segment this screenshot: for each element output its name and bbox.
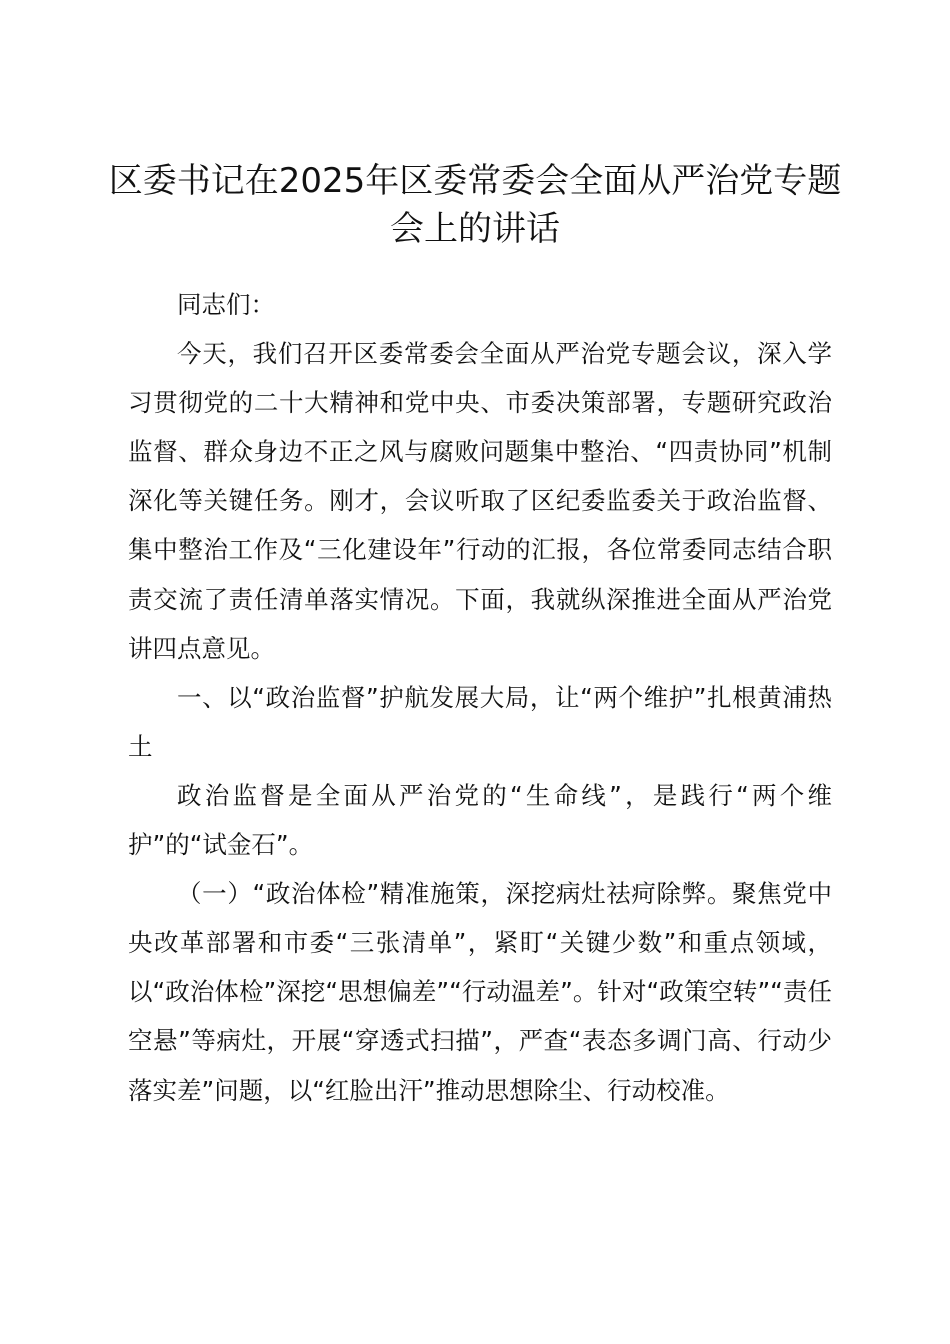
intro-paragraph: 今天，我们召开区委常委会全面从严治党专题会议，深入学习贯彻党的二十大精神和党中央、市委决策部署，专题研究政治监督、群众身边不正之风与腐败问题集中整治、“四责协同”机制深化等关键任务。刚才，会议听取了区纪委监委关于政治监督、集中整治工作及“三化建设年”行动的汇报，各位常委同志结合职责交流了责任清单落实情况。下面，我就纵深推进全面从严治党讲四点意见。 <box>128 339 832 663</box>
document-title: 区委书记在2025年区委常委会全面从严治党专题会上的讲话 <box>108 161 842 249</box>
section-heading-1: 一、以“政治监督”护航发展大局，让“两个维护”扎根黄浦热土 <box>128 682 832 761</box>
section-intro-paragraph: 政治监督是全面从严治党的“生命线”，是践行“两个维护”的“试金石”。 <box>128 780 832 860</box>
subsection-paragraph-1: （一）“政治体检”精准施策，深挖病灶祛疴除弊。聚焦党中央改革部署和市委“三张清单”，紧盯“关键少数”和重点领域，以“政治体检”深挖“思想偏差”“行动温差”。针对“政策空转”“责任空悬”等病灶，开展“穿透式扫描”，严查“表态多调门高、行动少落实差”问题，以“红脸出汗”推动思想除尘、行动校准。 <box>128 879 832 1105</box>
document-body <box>128 280 832 1115</box>
greeting-paragraph: 同志们： <box>177 290 275 319</box>
